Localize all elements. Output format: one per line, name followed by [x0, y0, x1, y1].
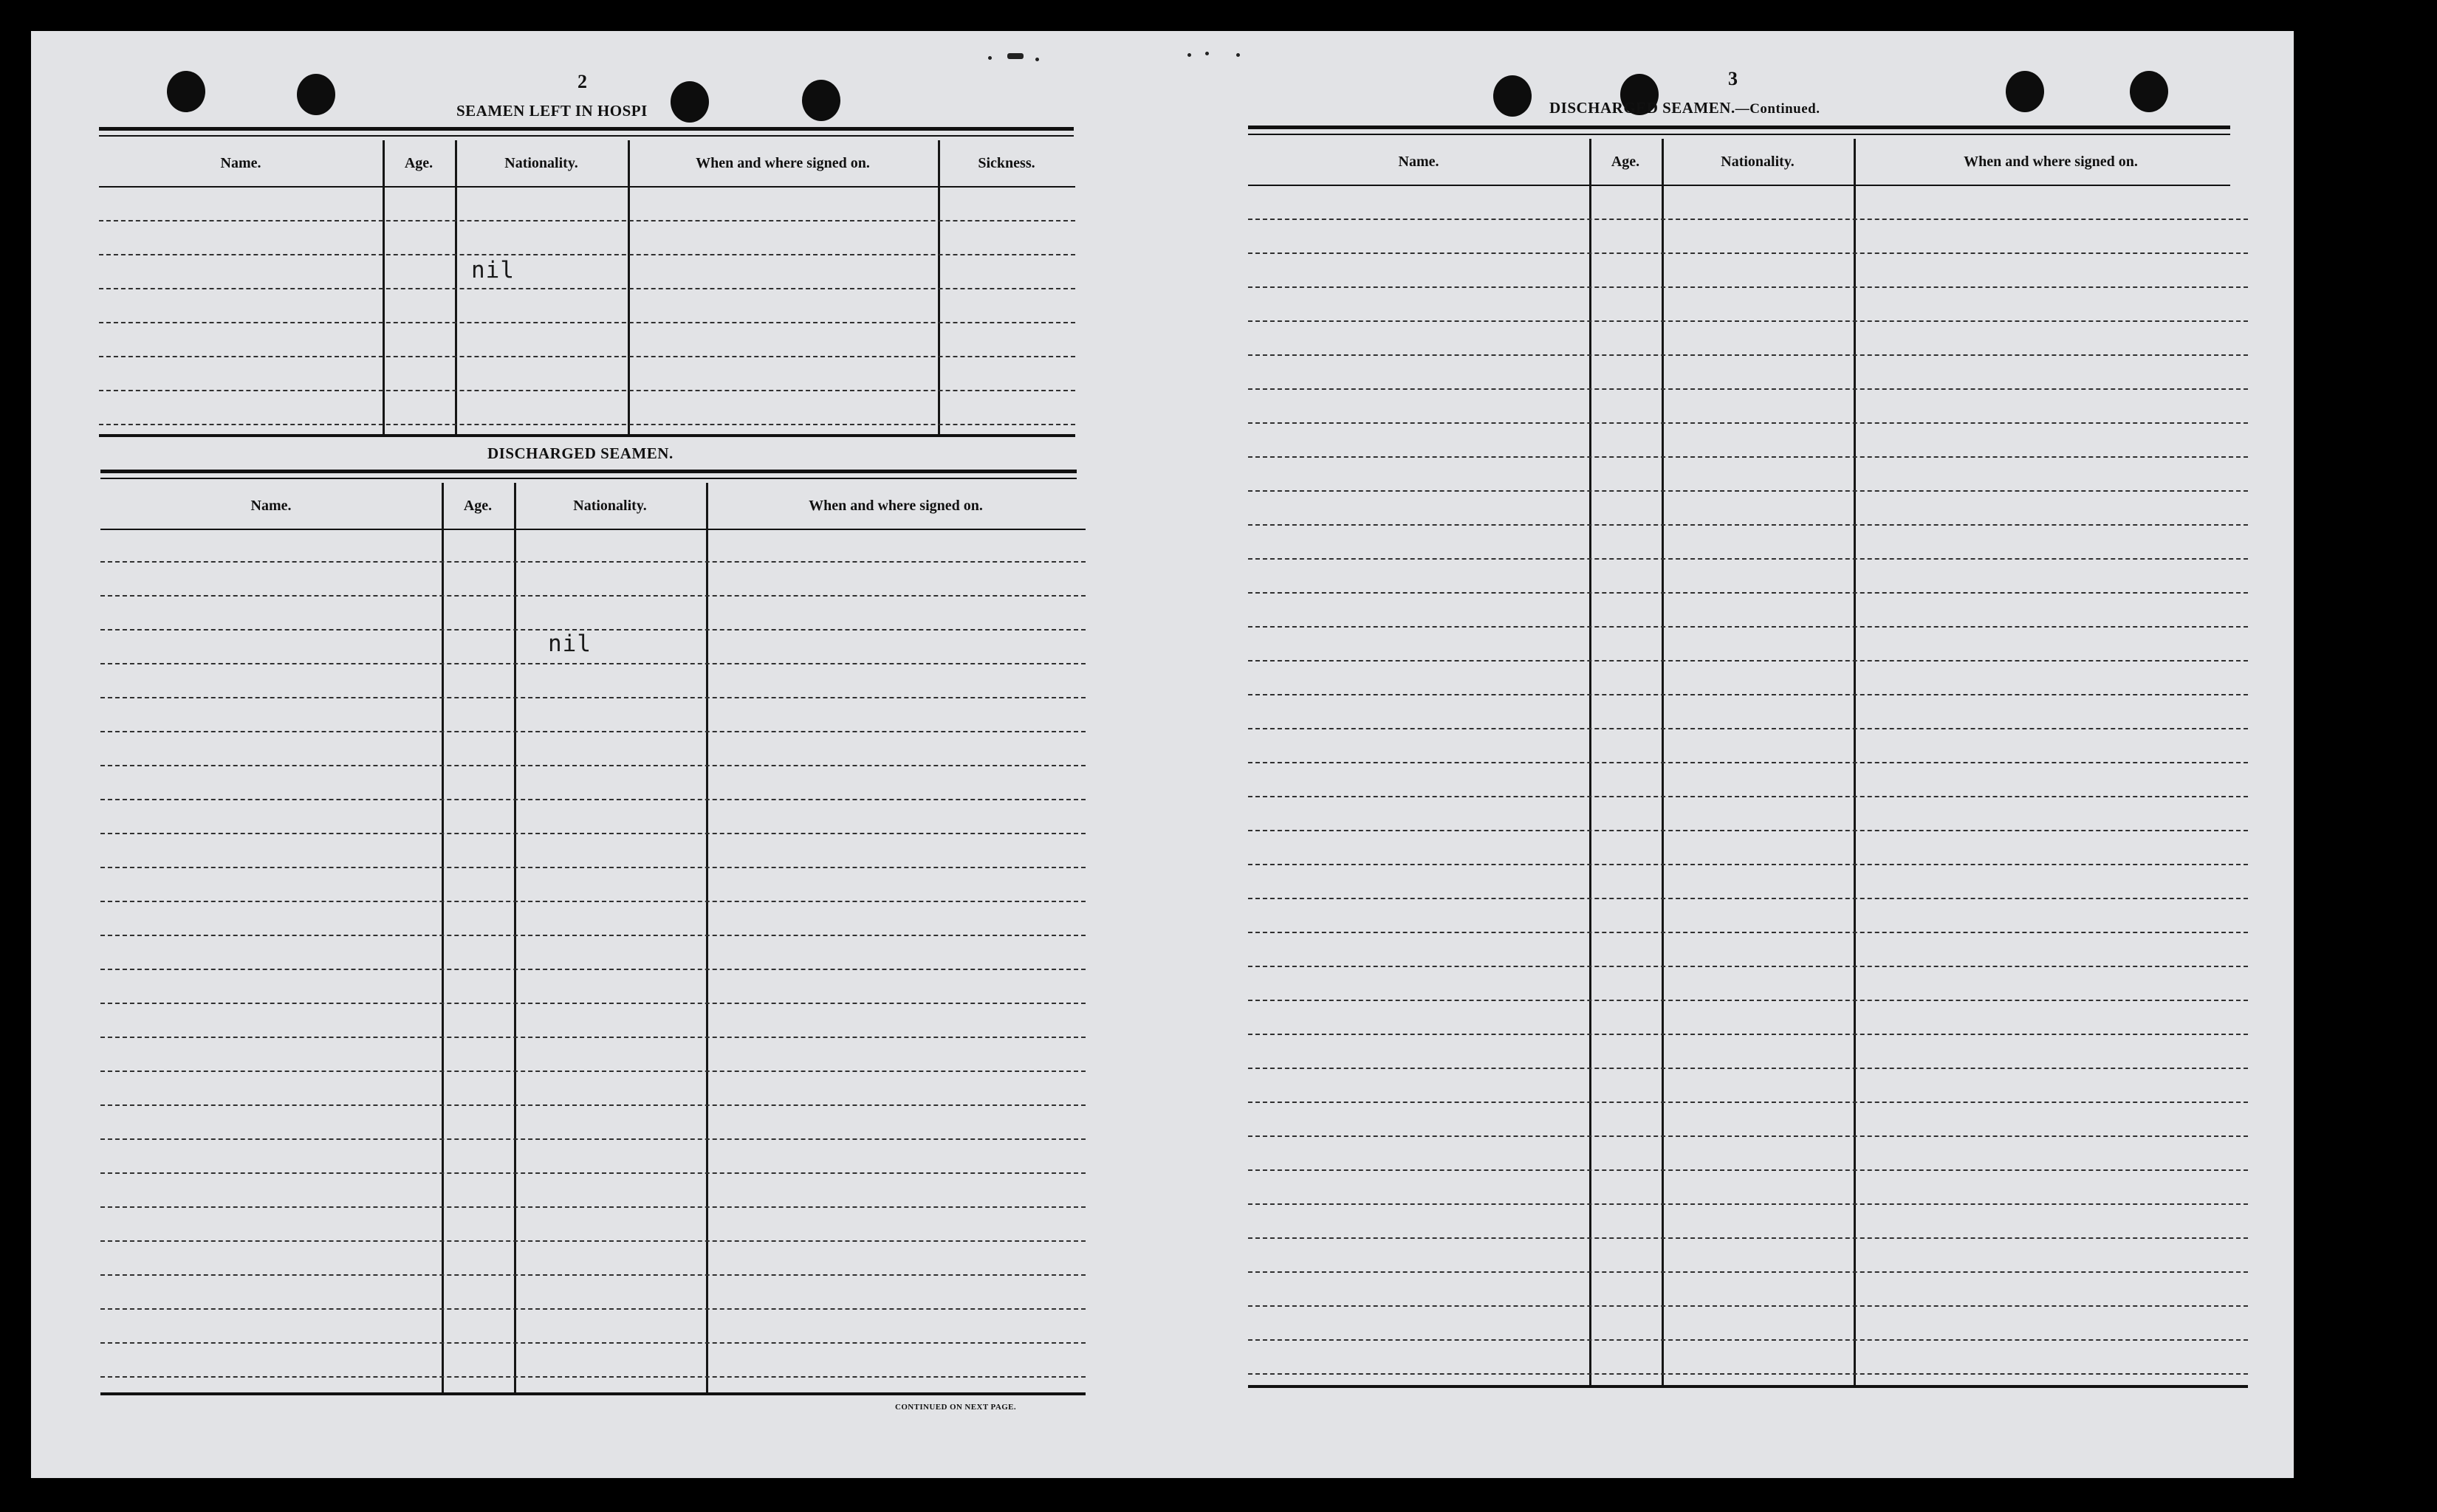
row-line [1248, 286, 2248, 288]
row-line [1248, 898, 2248, 899]
row-line [1248, 966, 2248, 967]
continued-note: CONTINUED ON NEXT PAGE. [895, 1403, 1017, 1412]
row-line [99, 424, 1075, 425]
row-line [100, 1037, 1086, 1038]
row-line [1248, 354, 2248, 356]
page-number: 2 [577, 71, 587, 92]
row-line [100, 1071, 1086, 1072]
row-line [1248, 456, 2248, 458]
column-header-age: Age. [463, 497, 493, 514]
row-line [1248, 830, 2248, 831]
rule [99, 434, 1075, 437]
row-line [100, 765, 1086, 766]
row-line [1248, 1373, 2248, 1375]
row-line [1248, 1102, 2248, 1103]
row-line [100, 595, 1086, 597]
column-header-signed-on: When and where signed on. [809, 497, 983, 514]
row-line [1248, 422, 2248, 424]
rule [1248, 134, 2230, 135]
right-page [1168, 31, 2294, 1478]
column-header-age: Age. [1611, 153, 1640, 170]
row-line [1248, 1203, 2248, 1205]
column-divider [514, 483, 516, 1392]
column-divider [706, 483, 708, 1392]
row-line [1248, 558, 2248, 560]
row-line [1248, 219, 2248, 220]
left-page [31, 31, 1080, 1478]
row-line [1248, 932, 2248, 933]
row-line [1248, 1034, 2248, 1035]
row-line [1248, 762, 2248, 763]
row-line [99, 288, 1075, 289]
row-line [100, 561, 1086, 563]
discharged-continued-ledger [1248, 139, 2248, 1394]
row-line [99, 390, 1075, 391]
row-line [100, 1274, 1086, 1276]
discharged-nil-entry: nil [548, 630, 592, 657]
row-line [99, 322, 1075, 323]
column-divider [442, 483, 444, 1392]
rule [1248, 185, 2230, 186]
column-header-sickness: Sickness. [978, 154, 1035, 171]
row-line [1248, 1135, 2248, 1137]
document-sheet [31, 31, 2294, 1478]
row-line [100, 799, 1086, 800]
row-line [100, 833, 1086, 834]
row-line [99, 220, 1075, 221]
column-header-signed-on: When and where signed on. [696, 154, 870, 171]
row-line [100, 1376, 1086, 1378]
title-suffix: —Continued. [1735, 101, 1820, 117]
column-header-name: Name. [1398, 153, 1439, 170]
rule [100, 478, 1077, 479]
row-line [1248, 626, 2248, 628]
row-line [100, 1240, 1086, 1242]
row-line [100, 629, 1086, 630]
column-header-nationality: Nationality. [504, 154, 578, 171]
row-line [1248, 490, 2248, 492]
row-line [1248, 252, 2248, 254]
row-line [1248, 728, 2248, 729]
column-header-name: Name. [220, 154, 261, 171]
row-line [100, 867, 1086, 868]
row-line [1248, 864, 2248, 865]
row-line [1248, 592, 2248, 594]
column-header-nationality: Nationality. [1721, 153, 1795, 170]
row-line [100, 1104, 1086, 1106]
hospital-nil-entry: nil [471, 257, 515, 284]
column-header-nationality: Nationality. [573, 497, 647, 514]
row-line [1248, 1339, 2248, 1341]
column-header-name: Name. [250, 497, 292, 514]
row-line [99, 356, 1075, 357]
row-line [100, 1172, 1086, 1174]
rule [99, 135, 1074, 137]
row-line [100, 901, 1086, 902]
row-line [1248, 1271, 2248, 1273]
row-line [1248, 796, 2248, 797]
rule [100, 529, 1086, 530]
row-line [1248, 694, 2248, 695]
row-line [100, 731, 1086, 732]
hospital-section-title: SEAMEN LEFT IN HOSPI [456, 102, 648, 120]
page-number: 3 [1728, 68, 1738, 89]
row-line [1248, 1068, 2248, 1069]
row-line [1248, 320, 2248, 322]
row-line [100, 1308, 1086, 1310]
hospital-ledger [99, 140, 1075, 436]
rule [99, 186, 1075, 188]
row-line [1248, 1169, 2248, 1171]
column-header-signed-on: When and where signed on. [1964, 153, 2138, 170]
rule [1248, 126, 2230, 129]
row-line [1248, 1237, 2248, 1239]
row-line [1248, 388, 2248, 390]
row-line [100, 935, 1086, 936]
row-line [100, 1206, 1086, 1208]
rule [100, 1392, 1086, 1395]
row-line [1248, 1305, 2248, 1307]
row-line [100, 697, 1086, 698]
rule [1248, 1385, 2248, 1388]
row-line [1248, 524, 2248, 526]
discharged-ledger [100, 483, 1086, 1398]
row-line [1248, 1000, 2248, 1001]
title-main: DISCHARGED SEAMEN. [1549, 99, 1735, 117]
row-line [100, 1138, 1086, 1140]
rule [99, 127, 1074, 131]
discharged-continued-title [1549, 99, 1820, 117]
rule [100, 470, 1077, 473]
column-header-age: Age. [404, 154, 433, 171]
row-line [1248, 660, 2248, 662]
row-line [100, 1342, 1086, 1344]
discharged-section-title: DISCHARGED SEAMEN. [487, 444, 673, 462]
row-line [100, 1003, 1086, 1004]
row-line [99, 254, 1075, 255]
row-line [100, 663, 1086, 664]
row-line [100, 969, 1086, 970]
